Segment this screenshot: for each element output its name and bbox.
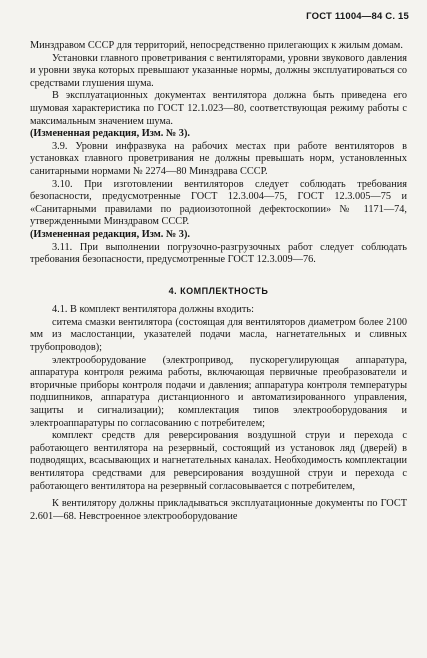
page-content — [30, 40, 407, 523]
paragraph: 3.9. Уровни инфразвука на рабочих местах при работе вентиляторов в установках главного проветривания не должны превышать норм, установленных санитарными нормами № 2274—80 Минздрава СССР. — [30, 140, 407, 177]
list-item: электрооборудование (электропривод, пускорегулирующая аппаратура, аппаратура контроля режима работы, включающая первичные преобразователи и вторичные приборы контроля подачи и давления; аппаратура контроля температуры подшипников, аппаратура дистанционного и автоматизированного управления, защиты и сигнализации); комплектация типов электрооборудования и электроаппаратуры по согласованию с потребителем; — [30, 354, 407, 429]
list-item: комплект средств для реверсирования воздушной струи и перехода с работающего вентилятора на резервный, состоящий из установок ляд (дверей) в подводящих, всасывающих и нагнетательных каналах. Необходимость комплектации вентилятора средствами для реверсирования воздушной струи и перехода с работающего вентилятора на резервный согласовывается с потребителем, — [30, 430, 407, 492]
paragraph: В эксплуатационных документах вентилятора должна быть приведена его шумовая характеристика по ГОСТ 12.1.023—80, соответствующая режиму работы с максимальным значением шума. — [30, 90, 407, 127]
paragraph: 3.10. При изготовлении вентиляторов следует соблюдать требования безопасности, предусмотренные ГОСТ 12.3.004—75, ГОСТ 12.3.005—75 и «Санитарными правилами по радиоизотопной дефектоскопии» № 1171—74, утвержденными Минздравом СССР. — [30, 178, 407, 228]
paragraph: 3.11. При выполнении погрузочно-разгрузочных работ следует соблюдать требования безопасности, предусмотренные ГОСТ 12.3.009—76. — [30, 241, 407, 266]
paragraph: Установки главного проветривания с вентиляторами, уровни звукового давления и уровни звука которых превышают указанные нормы, должны эксплуатироваться со средствами глушения шума. — [30, 52, 407, 89]
amendment-note: (Измененная редакция, Изм. № 3). — [30, 228, 190, 240]
amendment-note: (Измененная редакция, Изм. № 3). — [30, 128, 190, 140]
paragraph: К вентилятору должны прикладываться эксплуатационные документы по ГОСТ 2.601—68. Невстроенное электрооборудование — [30, 498, 407, 522]
section-heading: 4. КОМПЛЕКТНОСТЬ — [168, 285, 269, 296]
paragraph: Минздравом СССР для территорий, непосредственно прилегающих к жилым домам. — [30, 40, 403, 51]
page-header: ГОСТ 11004—84 С. 15 — [306, 11, 409, 22]
paragraph: 4.1. В комплект вентилятора должны входить: — [52, 304, 254, 316]
list-item: ситема смазки вентилятора (состоящая для вентиляторов диаметром более 2100 мм из маслостанции, указателей подачи масла, нагнетательных и сливных трубопроводов); — [30, 316, 407, 354]
